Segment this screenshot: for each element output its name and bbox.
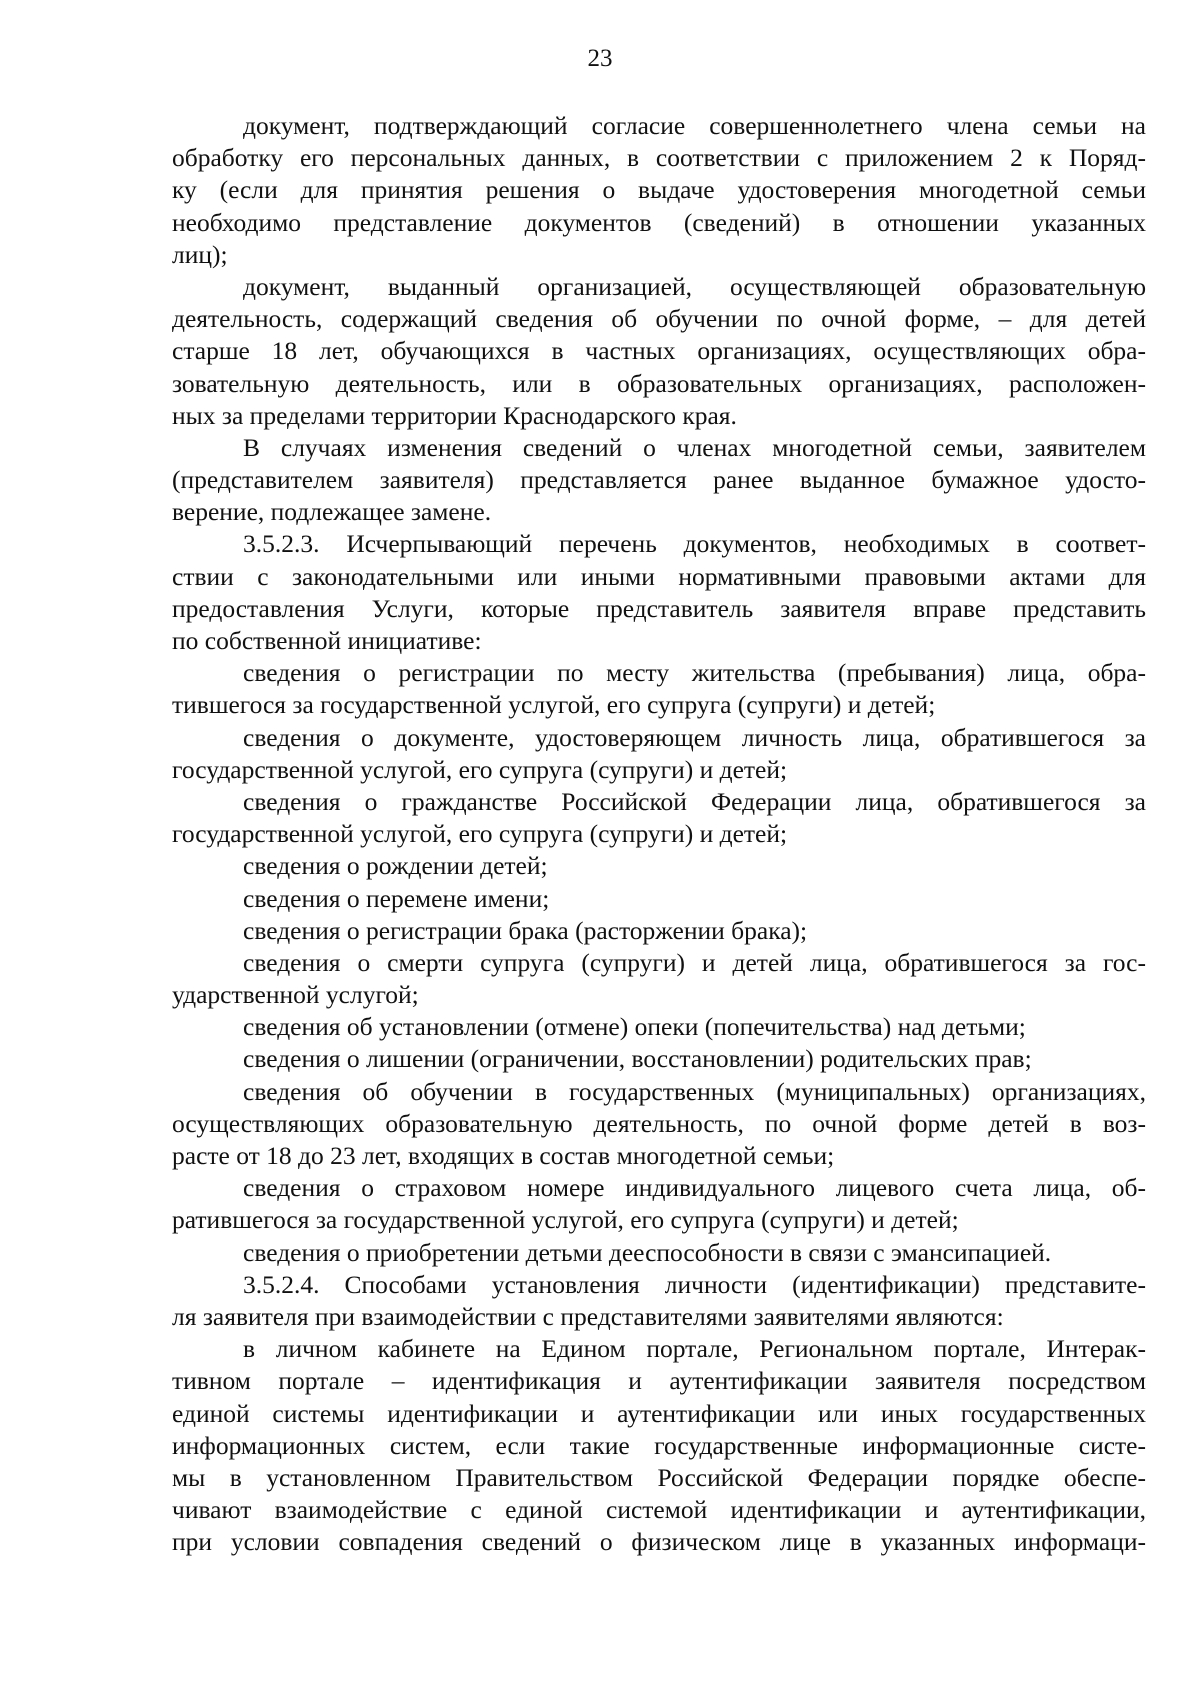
page-number: 23 — [587, 45, 613, 72]
text-line: 3.5.2.4. Способами установления личности (идентификации) представите- — [243, 1269, 1146, 1299]
text-line: тившегося за государственной услугой, его супруга (супруги) и детей; — [172, 690, 936, 720]
text-line: ратившегося за государственной услугой, его супруга (супруги) и детей; — [172, 1205, 959, 1235]
text-line: лиц); — [172, 239, 228, 269]
text-line: информационных систем, если такие государственные информационные систе- — [172, 1430, 1146, 1460]
text-line: сведения о страховом номере индивидуального лицевого счета лица, об- — [243, 1173, 1146, 1203]
text-line: по собственной инициативе: — [172, 626, 482, 655]
text-line: при условии совпадения сведений о физическом лице в указанных информаци- — [172, 1527, 1146, 1557]
text-line: обработку его персональных данных, в соответствии с приложением 2 к Поряд- — [172, 143, 1146, 173]
text-line: ствии с законодательными или иными нормативными правовыми актами для — [172, 561, 1146, 591]
text-line: сведения о документе, удостоверяющем личность лица, обратившегося за — [243, 722, 1146, 752]
text-line: предоставления Услуги, которые представитель заявителя вправе представить — [172, 593, 1146, 623]
text-line: сведения об обучении в государственных (муниципальных) организациях, — [243, 1076, 1146, 1106]
text-line: ля заявителя при взаимодействии с представителями заявителями являются: — [172, 1301, 1004, 1331]
text-line: старше 18 лет, обучающихся в частных организациях, осуществляющих обра- — [172, 336, 1146, 366]
text-line: единой системы идентификации и аутентификации или иных государственных — [172, 1398, 1146, 1428]
text-line: ку (если для принятия решения о выдаче удостоверения многодетной семьи — [172, 175, 1146, 205]
text-line: сведения о лишении (ограничении, восстановлении) родительских прав; — [243, 1044, 1032, 1074]
text-line: деятельность, содержащий сведения об обучении по очной форме, – для детей — [172, 304, 1146, 334]
text-line: в личном кабинете на Едином портале, Региональном портале, Интерак- — [243, 1334, 1146, 1364]
text-line: государственной услугой, его супруга (супруги) и детей; — [172, 819, 788, 849]
body-text — [172, 110, 1146, 1558]
text-line: сведения о гражданстве Российской Федерации лица, обратившегося за — [243, 786, 1146, 816]
text-line: ударственной услугой; — [172, 980, 419, 1010]
text-line: (представителем заявителя) представляется ранее выданное бумажное удосто- — [172, 465, 1146, 495]
text-line: сведения о рождении детей; — [243, 851, 548, 881]
text-line: документ, выданный организацией, осуществляющей образовательную — [243, 271, 1146, 301]
text-line: 3.5.2.3. Исчерпывающий перечень документов, необходимых в соответ- — [243, 529, 1146, 559]
text-line: верение, подлежащее замене. — [172, 497, 492, 527]
text-line: сведения о регистрации по месту жительства (пребывания) лица, обра- — [243, 658, 1146, 688]
text-line: мы в установленном Правительством Российской Федерации порядке обеспе- — [172, 1462, 1146, 1492]
text-line: необходимо представление документов (сведений) в отношении указанных — [172, 207, 1146, 237]
text-line: документ, подтверждающий согласие совершеннолетнего члена семьи на — [243, 111, 1146, 140]
text-line: сведения о приобретении детьми дееспособности в связи с эмансипацией. — [243, 1237, 1052, 1267]
text-line: сведения о регистрации брака (расторжении брака); — [243, 915, 808, 945]
text-line: тивном портале – идентификация и аутентификации заявителя посредством — [172, 1366, 1146, 1396]
text-line: государственной услугой, его супруга (супруги) и детей; — [172, 754, 788, 784]
text-line: расте от 18 до 23 лет, входящих в состав многодетной семьи; — [172, 1141, 835, 1170]
text-line: сведения о перемене имени; — [243, 883, 550, 913]
text-line: сведения о смерти супруга (супруги) и детей лица, обратившегося за гос- — [243, 947, 1146, 977]
text-line: В случаях изменения сведений о членах многодетной семьи, заявителем — [243, 432, 1146, 462]
text-line: чивают взаимодействие с единой системой идентификации и аутентификации, — [172, 1495, 1146, 1525]
text-line: ных за пределами территории Краснодарского края. — [172, 400, 737, 430]
text-line: осуществляющих образовательную деятельность, по очной форме детей в воз- — [172, 1108, 1146, 1138]
text-line: сведения об установлении (отмене) опеки (попечительства) над детьми; — [243, 1012, 1026, 1042]
text-line: зовательную деятельность, или в образовательных организациях, расположен- — [172, 368, 1146, 398]
